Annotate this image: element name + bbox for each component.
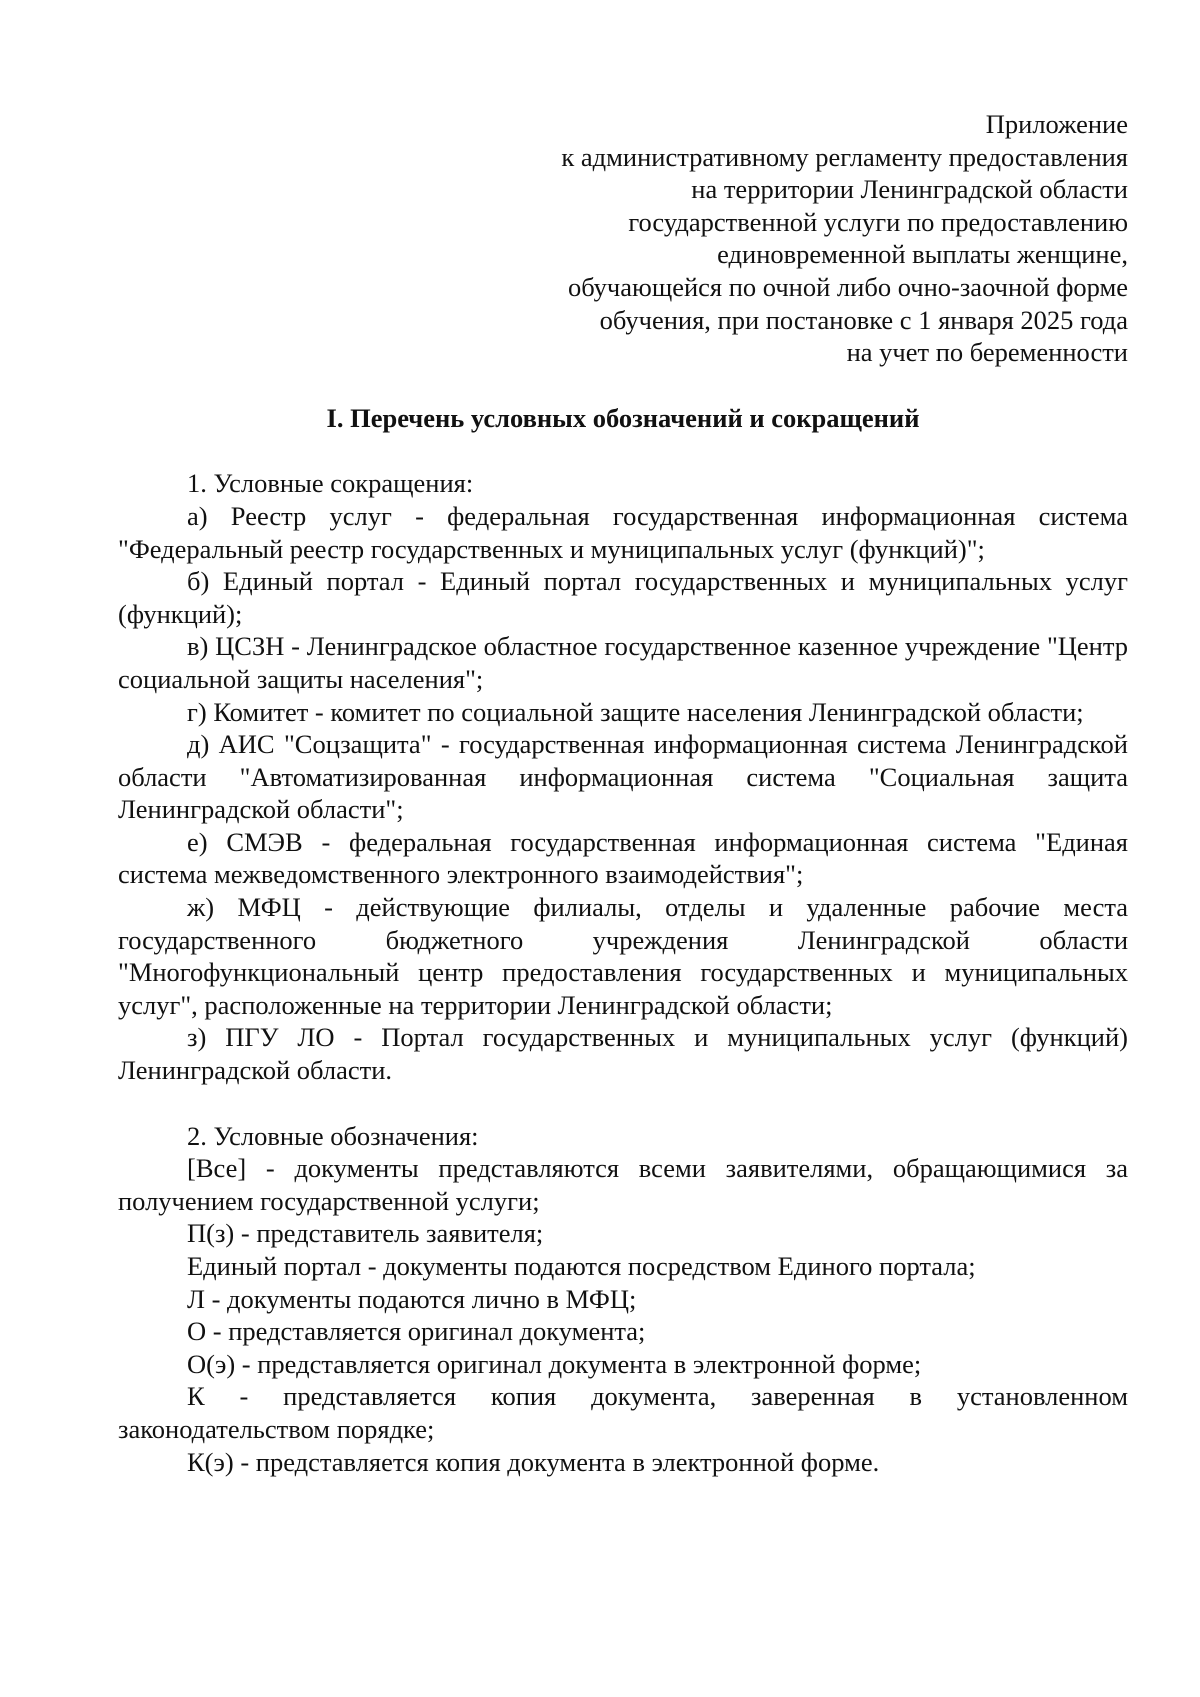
designation-item: [Все] - документы представляются всеми заявителями, обращающимися за получением государственной услуги; [118,1153,1128,1216]
abbreviation-item: г) Комитет - комитет по социальной защите населения Ленинградской области; [187,696,1084,727]
designation-item: Л - документы подаются лично в МФЦ; [187,1283,637,1314]
designation-item: К(э) - представляется копия документа в электронной форме. [187,1446,880,1477]
document-page [118,108,1128,1478]
header-line: Приложение [985,109,1128,139]
header-line: обучающейся по очной либо очно-заочной форме [567,271,1128,302]
abbreviations-heading: 1. Условные сокращения: [187,468,474,499]
designation-item: Единый портал - документы подаются посредством Единого портала; [187,1251,976,1281]
abbreviation-item: з) ПГУ ЛО - Портал государственных и муниципальных услуг (функций) Ленинградской области. [118,1022,1128,1086]
abbreviation-item: е) СМЭВ - федеральная государственная информационная система "Единая система межведомственного электронного взаимодействия"; [118,826,1128,890]
abbreviation-item: в) ЦСЗН - Ленинградское областное государственное казенное учреждение "Центр социальной защиты населения"; [118,631,1128,694]
designation-item: П(з) - представитель заявителя; [187,1218,544,1249]
abbreviations-section [118,467,1128,1086]
header-line: обучения, при постановке с 1 января 2025 года [599,304,1128,335]
designation-item: О(э) - представляется оригинал документа в электронной форме; [187,1348,922,1379]
abbreviation-item: д) АИС "Соцзащита" - государственная информационная система Ленинградской области "Автоматизированная информационная система "Социальная защита Ленинградской области"; [118,729,1128,825]
header-line: единовременной выплаты женщине, [717,239,1128,270]
header-line: к административному регламенту предоставления [561,141,1128,172]
abbreviation-item: б) Единый портал - Единый портал государственных и муниципальных услуг (функций); [118,566,1128,629]
header-line: государственной услуги по предоставлению [628,206,1128,237]
designations-heading: 2. Условные обозначения: [187,1120,479,1151]
section-title: I. Перечень условных обозначений и сокращений [326,402,920,433]
appendix-header [118,108,1128,369]
abbreviation-item: ж) МФЦ - действующие филиалы, отделы и удаленные рабочие места государственного бюджетного учреждения Ленинградской области "Многофункциональный центр предоставления государственных и муниципальных услуг", расположенные на территории Ленинградской области; [118,892,1128,1020]
abbreviation-item: а) Реестр услуг - федеральная государственная информационная система "Федеральный реестр государственных и муниципальных услуг (функций)"; [118,500,1128,564]
header-line: на территории Ленинградской области [691,174,1128,205]
designation-item: О - представляется оригинал документа; [187,1316,646,1347]
designation-item: К - представляется копия документа, заверенная в установленном законодательством порядке; [118,1381,1128,1444]
header-line: на учет по беременности [846,337,1128,368]
designations-section [118,1120,1128,1479]
